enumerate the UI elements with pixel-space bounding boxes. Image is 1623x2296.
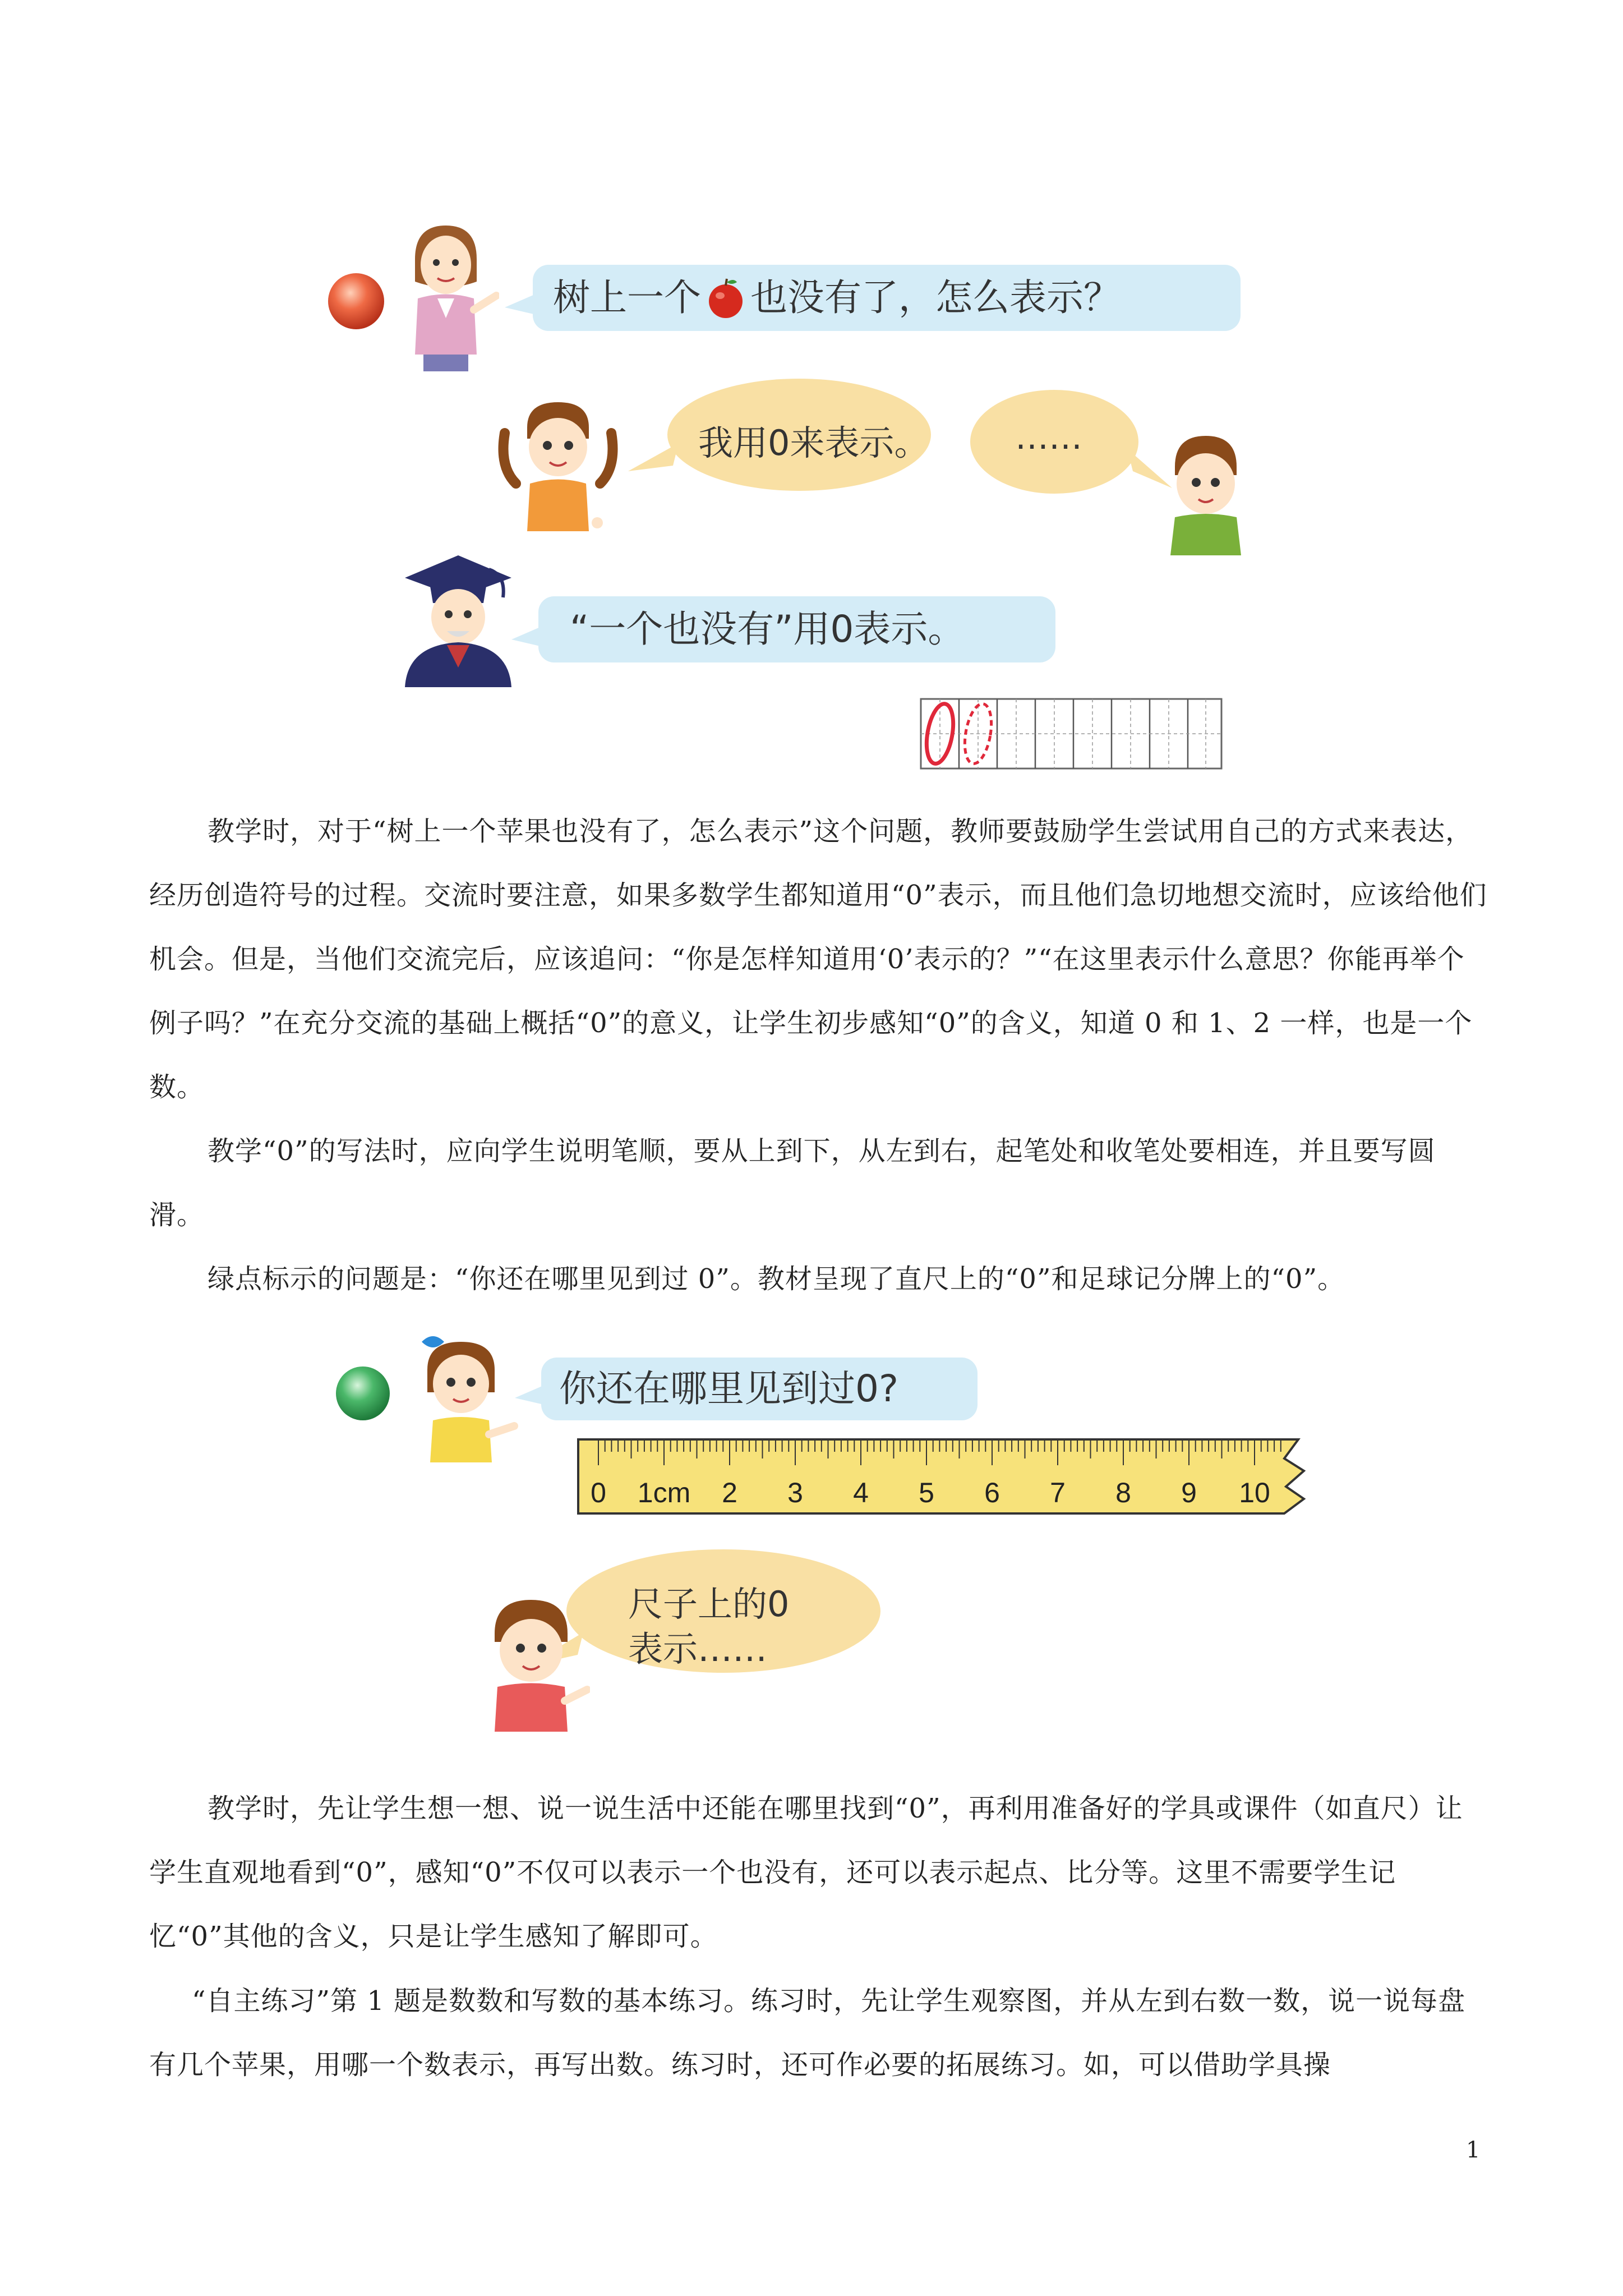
paragraph-2: 教学“0”的写法时，应向学生说明笔顺，要从上到下，从左到右，起笔处和收笔处要相连，并且要写圆滑。 (149, 1135, 1436, 1231)
zero-writing-grid (920, 698, 1223, 770)
ruler-label: 7 (1050, 1477, 1066, 1508)
ruler-label: 1cm (637, 1477, 691, 1508)
ruler-label: 6 (984, 1477, 1000, 1508)
girl-answer-bubble (667, 379, 931, 491)
teacher-question-bubble (533, 265, 1241, 331)
page-number: 1 (1466, 2137, 1481, 2163)
girl-question-text: 你还在哪里见到过0? (559, 1367, 899, 1410)
teacher-bubble-tail (505, 291, 538, 319)
girl-question-bubble (541, 1358, 978, 1420)
doctor-statement-text: “一个也没有”用0表示。 (570, 608, 965, 651)
paragraph-3: 绿点标示的问题是：“你还在哪里见到过 0”。教材呈现了直尺上的“0”和足球记分牌上的“0”。 (208, 1263, 1345, 1295)
boy-ruler-bubble (566, 1549, 880, 1673)
girl-bubble-tail (628, 443, 679, 477)
doctor-bubble-tail (511, 623, 545, 651)
boy-ruler-text-line2: 表示…… (628, 1628, 768, 1669)
boy-answer-text: …… (1015, 418, 1082, 457)
girl-illustration (494, 399, 623, 534)
green-dot-icon (334, 1364, 393, 1423)
ruler-label: 0 (591, 1477, 606, 1508)
ruler-label: 4 (853, 1477, 869, 1508)
boy-answer-bubble (970, 390, 1138, 494)
teacher-question-text-after: 也没有了，怎么表示？ (750, 276, 1121, 319)
girl-answer-text: 我用0来表示。 (698, 422, 929, 463)
girl-question-bubble-tail (515, 1381, 548, 1409)
paragraph-1: 教学时，对于“树上一个苹果也没有了，怎么表示”这个问题，教师要鼓励学生尝试用自己的方式来表达，经历创造符号的过程。交流时要注意，如果多数学生都知道用“0”表示，而且他们急切地想交流时，应该给他们机会。但是，当他们交流完后，应该追问：“你是怎样知道用‘0’表示的？”“在这里表示什么意思？你能再举个例子吗？”在充分交流的基础上概括“0”的意义，让学生初步感知“0”的含义，知道 0 和 1、2 一样，也是一个数。 (149, 816, 1487, 1103)
ruler-label: 5 (919, 1477, 934, 1508)
apple-icon (703, 275, 748, 320)
teacher-question-text-before: 树上一个 (553, 276, 701, 319)
paragraph-5: “自主练习”第 1 题是数数和写数的基本练习。练习时，先让学生观察图，并从左到右数一数，说一说每盘有几个苹果，用哪一个数表示，再写出数。练习时，还可作必要的拓展练习。如，可以借助学具操 (149, 1985, 1466, 2081)
ruler-label: 9 (1181, 1477, 1197, 1508)
boy-pointing-illustration (478, 1594, 590, 1734)
ruler-illustration (575, 1436, 1310, 1517)
paragraph-4: 教学时，先让学生想一想、说一说生活中还能在哪里找到“0”，再利用准备好的学具或课件（如直尺）让学生直观地看到“0”，感知“0”不仅可以表示一个也没有，还可以表示起点、比分等。这里不需要学生记忆“0”其他的含义，只是让学生感知了解即可。 (149, 1793, 1463, 1952)
ruler-label: 10 (1239, 1477, 1270, 1508)
boy-ruler-text-line1: 尺子上的0 (628, 1584, 790, 1625)
doctor-statement-bubble (538, 596, 1055, 662)
ruler-label: 3 (787, 1477, 803, 1508)
ruler-label: 2 (722, 1477, 737, 1508)
doctor-illustration (399, 553, 514, 687)
red-dot-icon (325, 270, 387, 332)
ruler-label: 8 (1115, 1477, 1131, 1508)
teacher-illustration (393, 220, 499, 377)
boy-illustration (1158, 433, 1248, 556)
girl-with-bow-illustration (399, 1331, 523, 1471)
